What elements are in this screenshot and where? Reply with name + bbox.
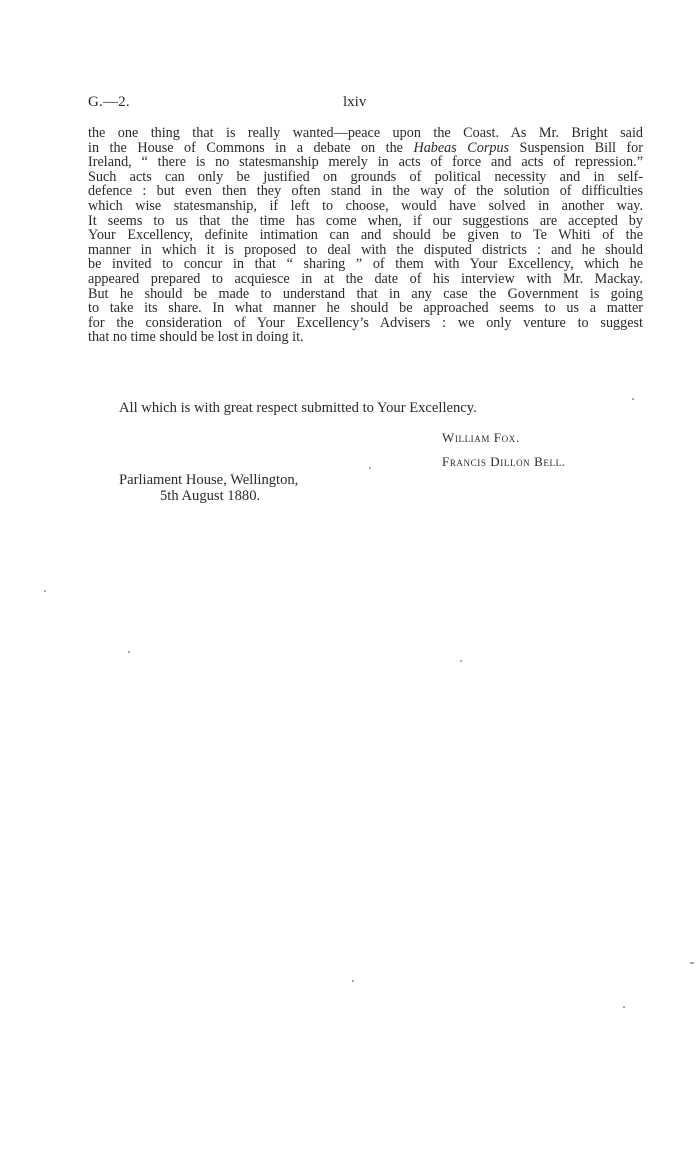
body-line-italic-phrase [88,141,643,156]
closing-statement: All which is with great respect submitted to Your Excellency. [119,400,477,416]
paper-speck [632,398,634,400]
italic-term: Habeas Corpus [413,139,510,156]
document-reference: G.—2. [88,94,130,110]
body-line: It seems to us that the time has come when, if our suggestions are accepted by [88,212,643,229]
paper-speck [369,467,371,469]
body-line-segment: Suspension Bill for [509,139,643,156]
paper-speck [623,1006,625,1008]
body-line: be invited to concur in that “ sharing ” of them with Your Excellency, which he [88,256,643,273]
paper-speck [690,962,694,964]
signatory-william-fox: William Fox. [442,430,520,445]
body-line: which wise statesmanship, if left to choose, would have solved in another way. [88,197,643,214]
body-line: Your Excellency, definite intimation can and should be given to Te Whiti of the [88,227,643,244]
paper-speck [352,980,354,982]
body-line: that no time should be lost in doing it. [88,329,304,346]
body-paragraph [88,126,643,345]
body-line: defence : but even then they often stand in the way of the solution of difficulties [88,183,643,200]
dateline-date: 5th August 1880. [160,488,261,504]
body-line: the one thing that is really wanted—peace upon the Coast. As Mr. Bright said [88,125,643,141]
body-line: to take its share. In what manner he should be approached seems to us a matter [88,300,643,317]
body-line: manner in which it is proposed to deal with the disputed districts : and he should [88,241,643,258]
body-line-segment: in the House of Commons in a debate on the [88,139,414,156]
dateline-place: Parliament House, Wellington, [119,472,299,488]
body-line: Ireland, “ there is no statesmanship merely in acts of force and acts of repression.” [88,154,643,171]
signatory-francis-dillon-bell: Francis Dillon Bell. [442,454,566,469]
body-line: for the consideration of Your Excellency’s Advisers : we only venture to suggest [88,314,643,331]
paper-speck [128,651,130,653]
body-line: But he should be made to understand that in any case the Government is going [88,285,643,302]
body-line: appeared prepared to acquiesce in at the date of his interview with Mr. Mackay. [88,270,643,287]
paper-speck [44,590,46,592]
paper-speck [460,660,462,662]
page-number: lxiv [343,94,367,110]
body-line: Such acts can only be justified on grounds of political necessity and in self- [88,168,643,185]
